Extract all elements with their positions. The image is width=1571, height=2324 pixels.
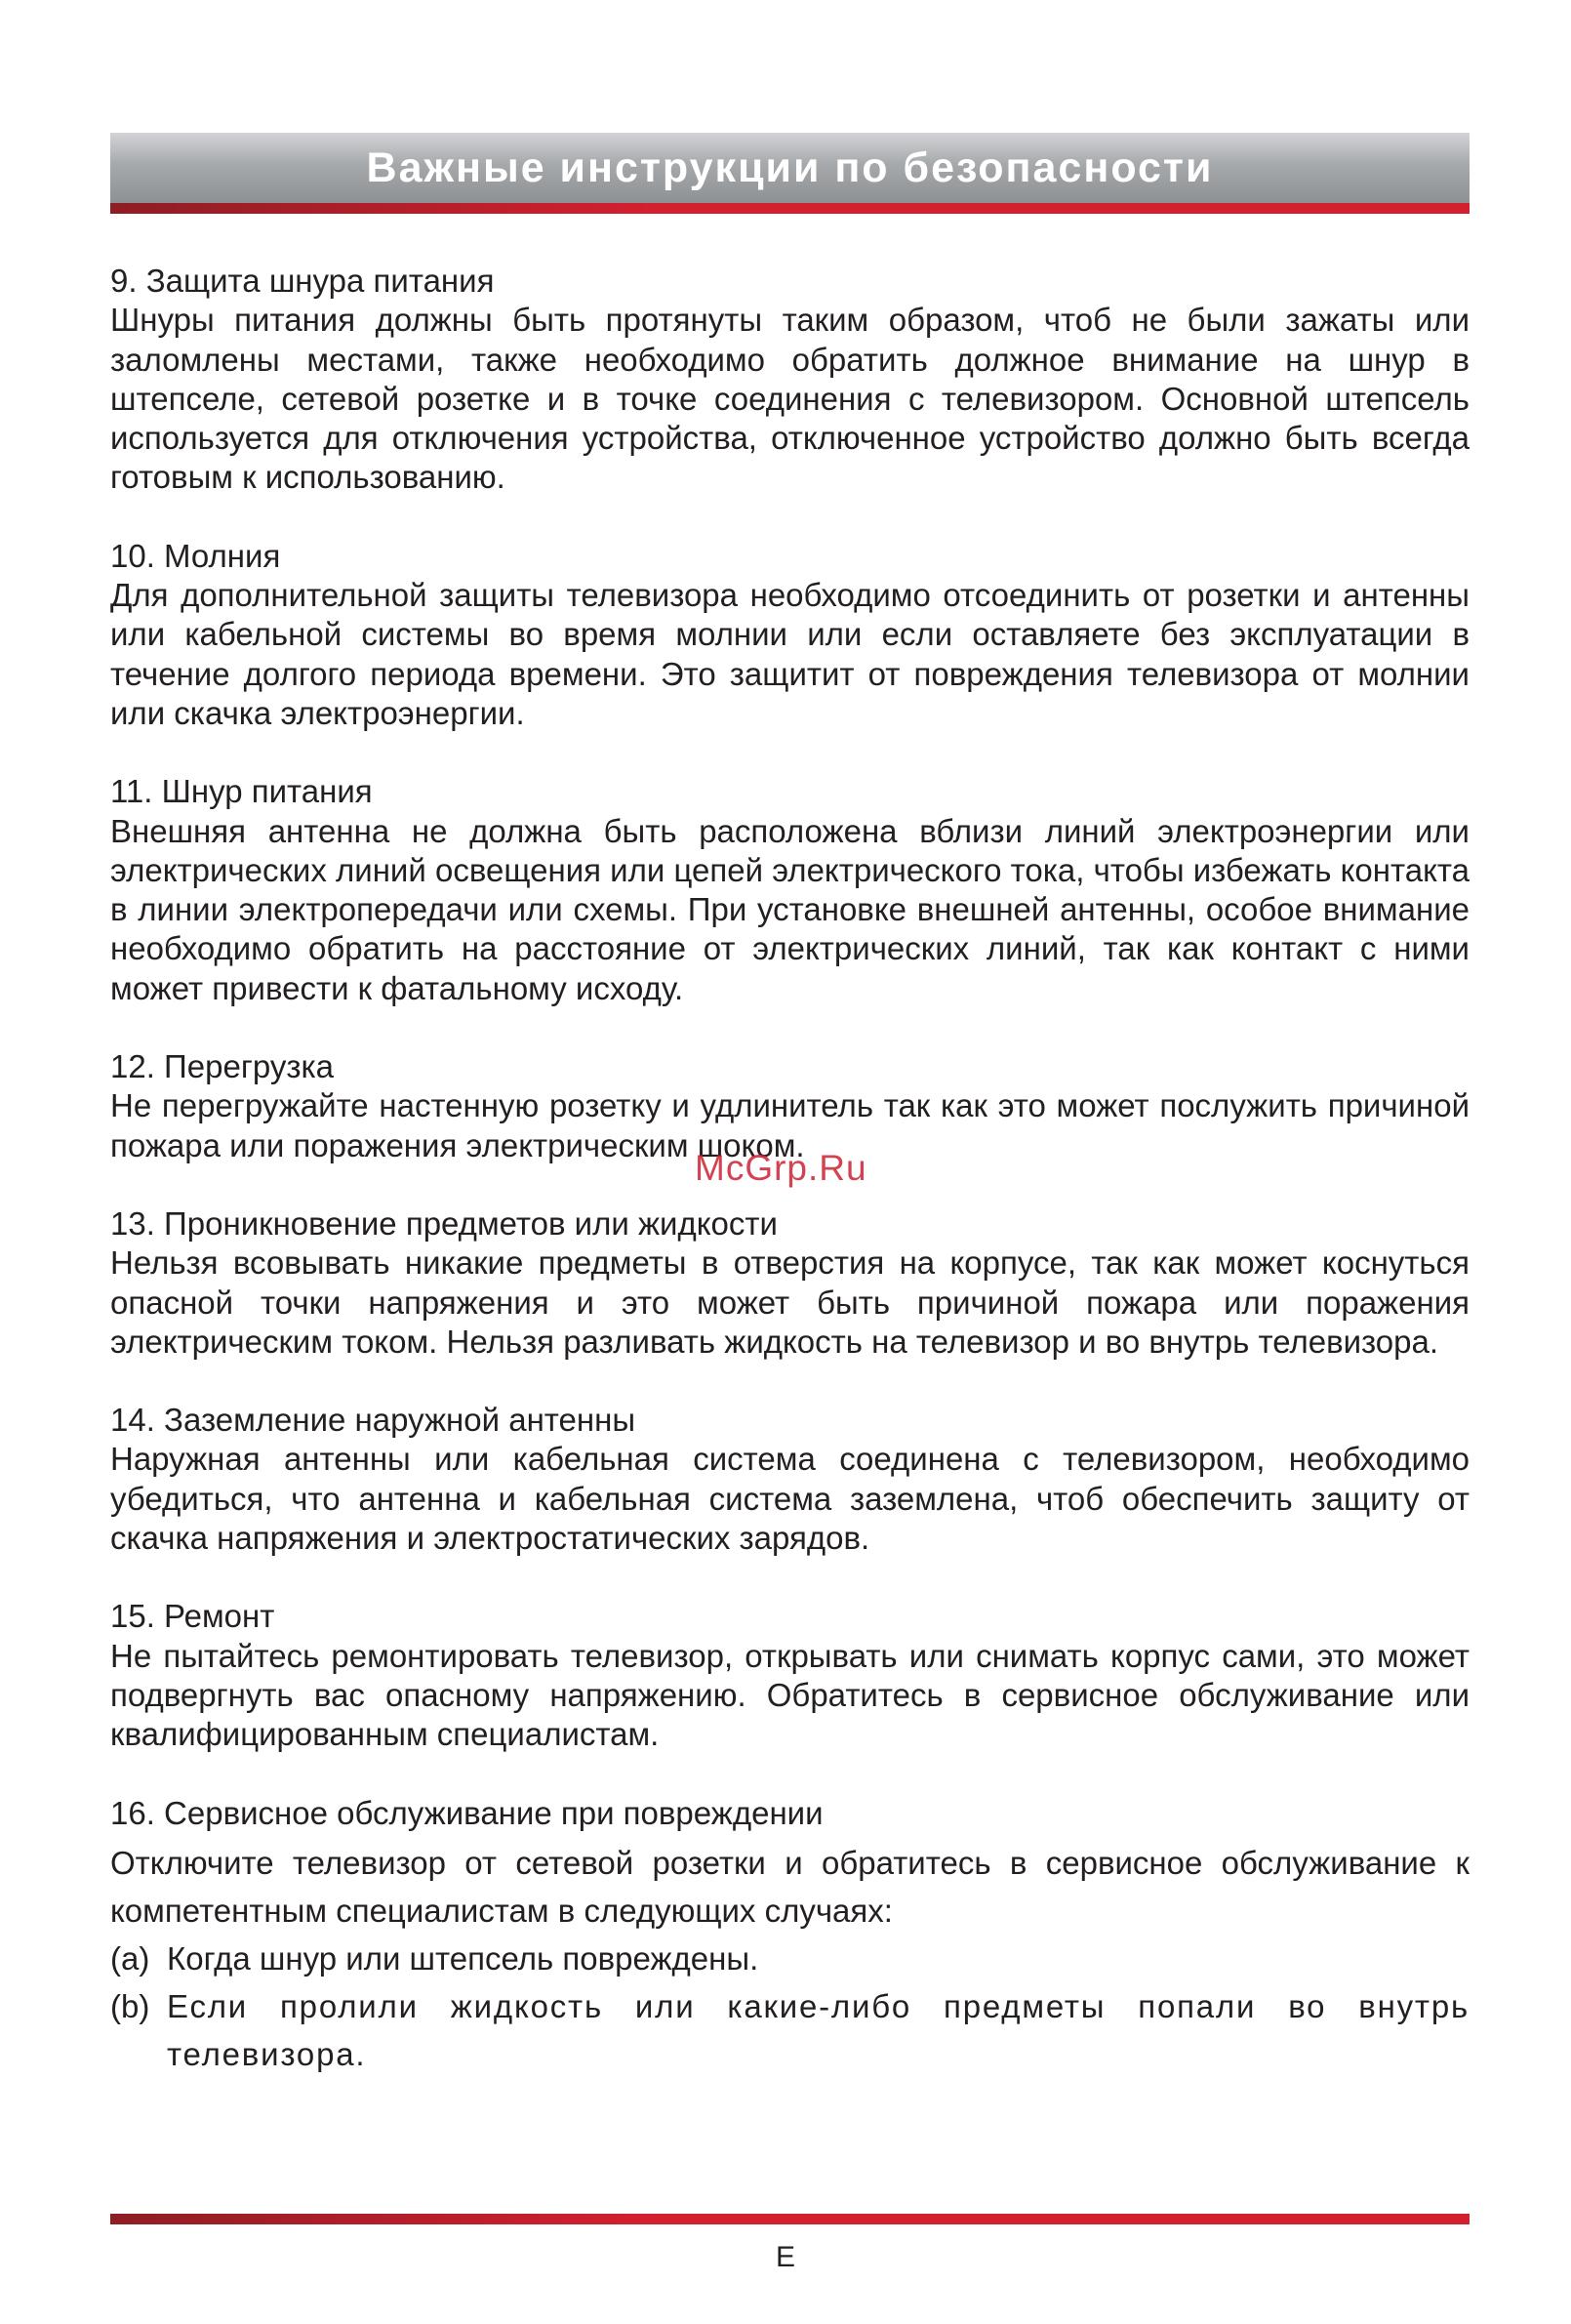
instructions-content xyxy=(110,262,1470,2117)
list-text: Если пролили жидкость или какие-либо предметы попали во внутрь телевизора. xyxy=(167,1987,1470,2072)
section-body: Шнуры питания должны быть протянуты таким образом, чтоб не были зажаты или заломлены местами, также необходимо обратить должное внимание на шнур в штепселе, сетевой розетке и в точке соединения с телевизором. Основной штепсель используется для отключения устройства, отключенное устройство должно быть всегда готовым к использованию. xyxy=(110,302,1470,496)
section-heading: 13. Проникновение предметов или жидкости xyxy=(110,1204,778,1242)
section-body: Не пытайтесь ремонтировать телевизор, открывать или снимать корпус сами, это может подвергнуть вас опасному напряжению. Обратитесь в сервисное обслуживание или квалифицированным специалистам. xyxy=(110,1637,1470,1753)
section-heading: 14. Заземление наружной антенны xyxy=(110,1402,636,1439)
section-power-cord-protection xyxy=(110,262,1470,498)
section-heading: 16. Сервисное обслуживание при повреждении xyxy=(110,1794,824,1831)
list-item xyxy=(110,1982,1470,2078)
section-antenna-grounding xyxy=(110,1401,1470,1558)
section-heading: 9. Защита шнура питания xyxy=(110,263,495,299)
watermark: McGrp.Ru xyxy=(695,1148,867,1188)
list-item xyxy=(110,1935,1470,1982)
section-repair xyxy=(110,1597,1470,1754)
section-object-liquid-entry xyxy=(110,1204,1470,1362)
section-damage-service xyxy=(110,1794,1470,2078)
section-body: Нельзя всовывать никакие предметы в отверстия на корпусе, так как может коснуться опасной точки напряжения и это может быть причиной пожара или поражения электрическим током. Нельзя разливать жидкость на телевизор и во внутрь телевизора. xyxy=(110,1244,1470,1360)
section-heading: 10. Молния xyxy=(110,537,281,574)
header-bar xyxy=(110,133,1470,203)
section-heading: 15. Ремонт xyxy=(110,1598,275,1635)
page-label: E xyxy=(775,2241,795,2273)
page-title: Важные инструкции по безопасности xyxy=(366,144,1214,191)
section-power-line xyxy=(110,772,1470,1008)
section-heading: 11. Шнур питания xyxy=(110,773,373,810)
section-heading: 12. Перегрузка xyxy=(110,1048,334,1085)
section-intro: Отключите телевизор от сетевой розетки и обратитесь в сервисное обслуживание к компетентным специалистам в следующих случаях: xyxy=(110,1844,1470,1929)
section-body: Наружная антенны или кабельная система соединена с телевизором, необходимо убедиться, что антенна и кабельная система заземлена, чтоб обеспечить защиту от скачка напряжения и электростатических зарядов. xyxy=(110,1441,1470,1557)
list-text: Когда шнур или штепсель повреждены. xyxy=(167,1939,759,1977)
section-lightning xyxy=(110,537,1470,733)
section-body: Не перегружайте настенную розетку и удлинитель так как это может послужить причиной пожара или поражения электрическим шоком. xyxy=(110,1087,1470,1163)
section-body: Для дополнительной защиты телевизора необходимо отсоединить от розетки и антенны или кабельной системы во время молнии или если оставляете без эксплуатации в течение долгого периода времени. Это защитит от повреждения телевизора от молнии или скачка электроэнергии. xyxy=(110,577,1470,731)
list-marker: (b) xyxy=(110,1987,150,2024)
section-body: Внешняя антенна не должна быть расположена вблизи линий электроэнергии или электрических линий освещения или цепей электрического тока, чтобы избежать контакта в линии электропередачи или схемы. При установке внешней антенны, особое внимание необходимо обратить на расстояние от электрических линий, так как контакт с ними может привести к фатальному исходу. xyxy=(110,812,1470,1006)
list-marker: (a) xyxy=(110,1939,150,1977)
header-divider xyxy=(110,203,1470,214)
footer-divider xyxy=(110,2214,1470,2224)
